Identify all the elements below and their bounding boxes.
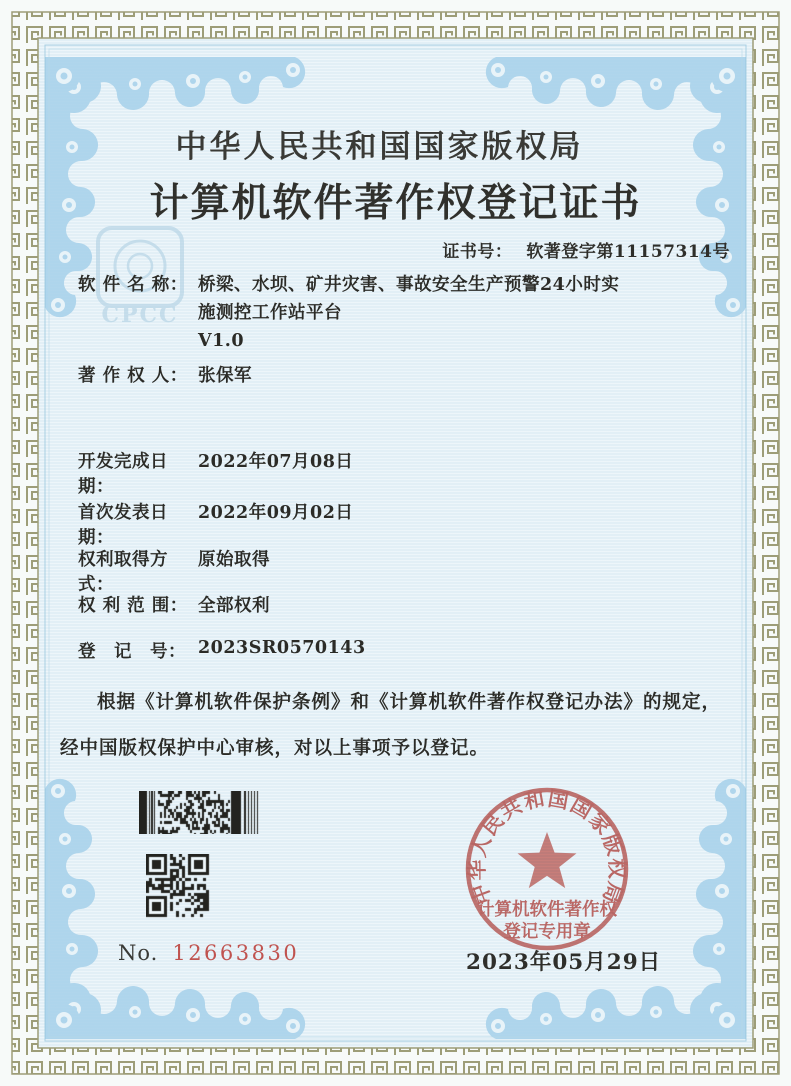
seal-star-icon: [518, 832, 577, 888]
field-label: 权利取得方式：: [78, 550, 168, 595]
field-first-publish-date: [78, 499, 353, 549]
certificate-title: 计算机软件著作权登记证书: [149, 180, 642, 226]
qr-code: [146, 854, 210, 918]
field-value: 全部权利: [198, 596, 270, 616]
certificate-number-label: 证书号：: [442, 242, 513, 262]
field-label: 首次发表日期：: [78, 503, 168, 548]
serial-number-line: [118, 941, 299, 965]
official-seal: [436, 758, 658, 980]
field-label: 软 件 名 称：: [78, 275, 188, 295]
field-registration-number: [78, 638, 366, 663]
seal-text-line1: 计算机软件著作权: [477, 900, 617, 920]
field-copyright-owner: [78, 362, 252, 387]
field-dev-complete-date: [78, 448, 353, 498]
seal-ring-text: 中华人民共和国国家版权局: [464, 786, 630, 908]
field-value: 2023SR0570143: [198, 638, 366, 658]
field-software-name: [78, 271, 619, 355]
serial-label: No.: [118, 941, 159, 965]
field-value: 原始取得: [198, 550, 270, 570]
authority-title: 中华人民共和国国家版权局: [175, 129, 584, 165]
field-label: 开发完成日期：: [78, 452, 168, 497]
watermark-text: CPCC: [101, 302, 179, 326]
registration-statement: 根据《计算机软件保护条例》和《计算机软件著作权登记办法》的规定，经中国版权保护中心审核，对以上事项予以登记。: [60, 692, 722, 759]
pdf417-barcode: [139, 791, 268, 834]
seal-text-line2: 登记专用章: [503, 922, 591, 942]
field-label: 权 利 范 围：: [78, 596, 188, 616]
field-label: 著 作 权 人：: [78, 366, 188, 386]
field-rights-acquisition: [78, 546, 270, 596]
issue-date: 2023年05月29日: [466, 950, 662, 975]
field-value: 2022年09月02日: [198, 503, 354, 523]
certificate-number-value: 软著登字第11157314号: [526, 242, 730, 262]
field-label: 登 记 号：: [78, 642, 186, 662]
field-value: [198, 271, 619, 355]
field-value: 张保军: [198, 366, 252, 386]
serial-number: 12663830: [172, 941, 300, 965]
software-name-line1: 桥梁、水坝、矿井灾害、事故安全生产预警24小时实: [198, 275, 620, 295]
software-name-line2: 施测控工作站平台: [198, 303, 342, 323]
field-value: 2022年07月08日: [198, 452, 354, 472]
field-rights-scope: [78, 592, 270, 617]
certificate-number-line: [442, 237, 730, 262]
software-name-version: V1.0: [198, 331, 245, 351]
